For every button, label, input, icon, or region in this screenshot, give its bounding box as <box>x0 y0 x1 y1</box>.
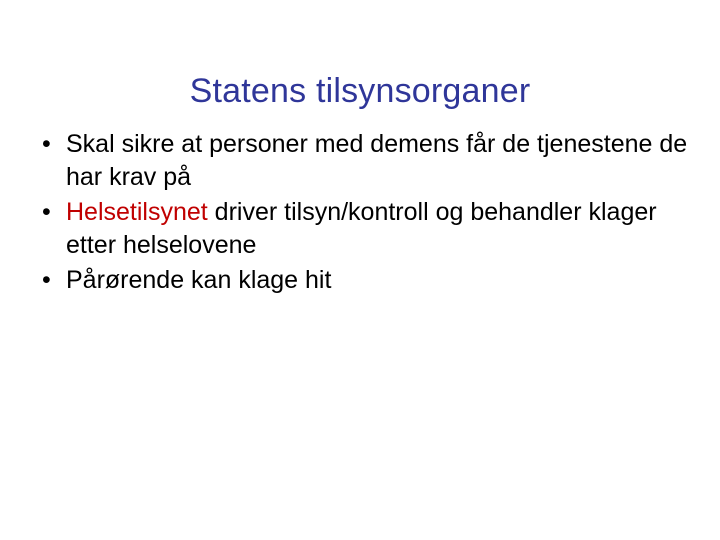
list-item <box>28 264 692 297</box>
list-item <box>28 196 692 262</box>
bullet-text-pre: Skal sikre at personer med demens får de tjenestene de har krav på <box>66 130 688 191</box>
bullet-text-pre: Pårørende kan klage hit <box>66 266 332 294</box>
bullet-list <box>28 128 692 297</box>
bullet-text-highlight: Helsetilsynet <box>66 198 208 226</box>
slide-body <box>28 128 692 299</box>
bullet-text-post: driver tilsyn/kontroll og behandler klager etter helselovene <box>66 198 657 259</box>
page-title: Statens tilsynsorganer <box>189 71 531 110</box>
list-item <box>28 128 692 194</box>
